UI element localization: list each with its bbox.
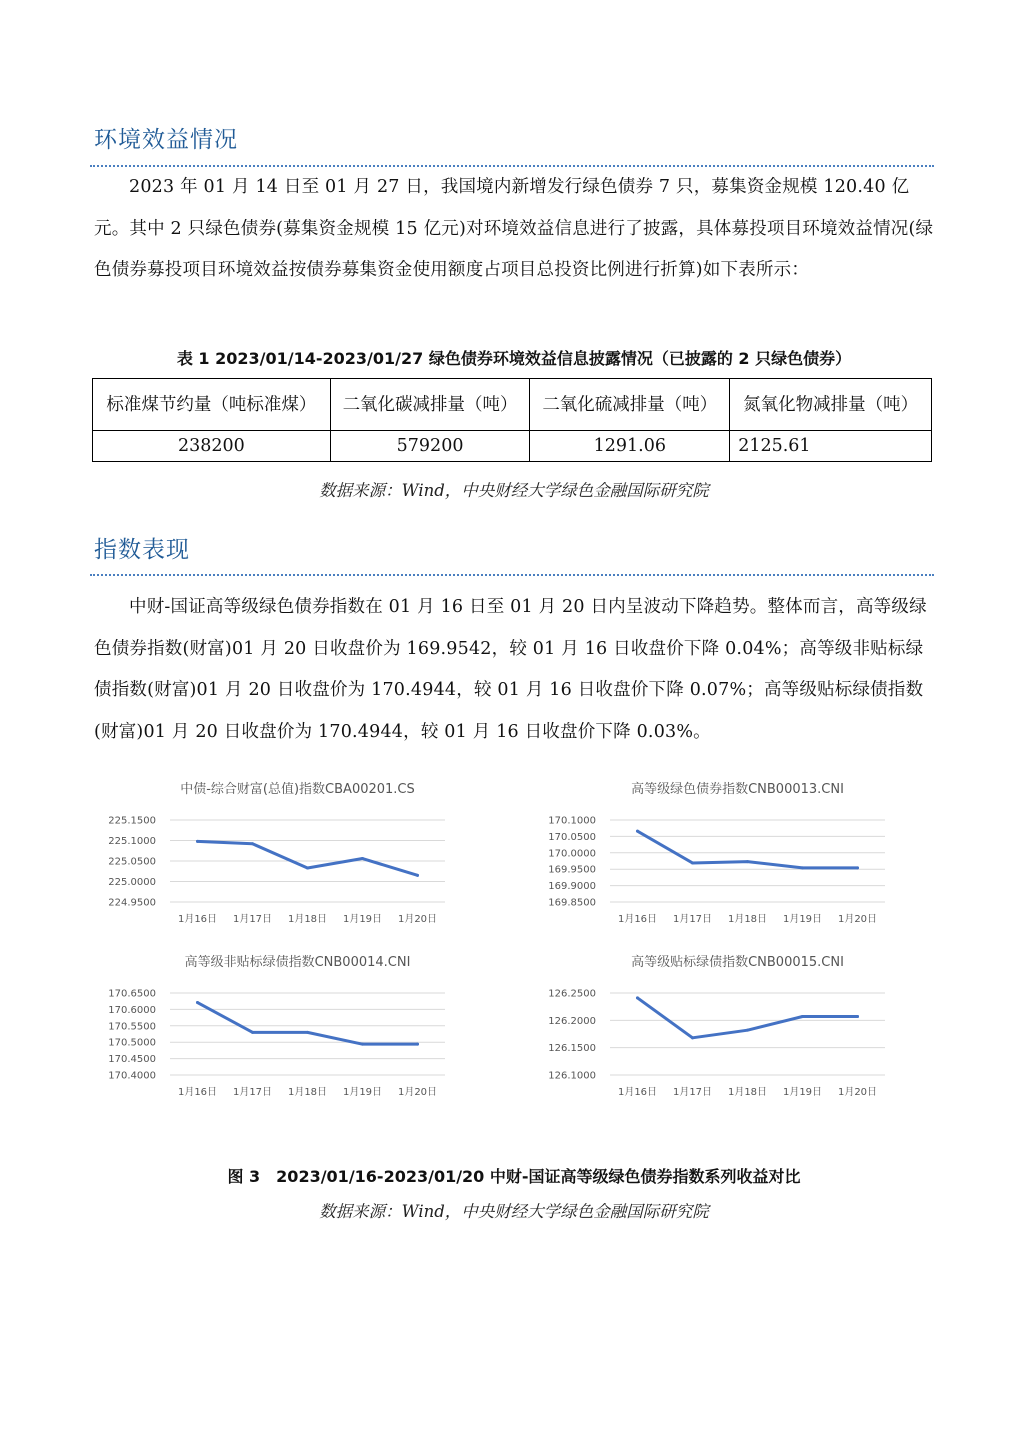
figure-source: 数据来源：Wind，中央财经大学绿色金融国际研究院 [319,1202,709,1221]
y-tick-label: 170.4000 [108,1070,156,1082]
chart-cnb00013 [540,772,900,937]
y-tick-label: 225.0500 [108,856,156,868]
table-row [93,431,932,462]
data-point [306,866,309,869]
section-title-index: 指数表现 [94,537,190,563]
y-tick-label: 170.6500 [108,988,156,1000]
y-tick-label: 170.4500 [108,1054,156,1066]
x-tick-label: 1月19日 [342,1087,383,1098]
x-tick-label: 1月16日 [617,1087,658,1098]
chart-cnb00014-svg [100,945,460,1110]
chart-cnb00015 [540,945,900,1110]
table-cell-coal: 238200 [93,431,331,462]
data-point [416,1043,419,1046]
data-point [691,861,694,864]
y-tick-label: 126.1000 [548,1070,596,1082]
index-paragraph-text: 中财-国证高等级绿色债券指数在 01 月 16 日至 01 月 20 日内呈波动下降趋势。整体而言，高等级绿色债券指数(财富)01 月 20 日收盘价为 169.9542，较 01 月 16 日收盘价下降 0.04%；高等级非贴标绿债指数(财富)01 月 20 日收盘价为 170.4944，较 01 月 16 日收盘价下降 0.07%；高等级贴标绿债指数(财富)01 月 20 日收盘价为 170.4944，较 01 月 16 日收盘价下降 0.03%。 [94,597,927,742]
chart-title: 高等级贴标绿债指数CNB00015.CNI [631,955,844,970]
x-tick-label: 1月19日 [342,914,383,925]
x-tick-label: 1月16日 [617,914,658,925]
table-cell-so2: 1291.06 [530,431,730,462]
chart-title: 中债-综合财富(总值)指数CBA00201.CS [180,782,415,797]
x-tick-label: 1月19日 [782,914,823,925]
y-tick-label: 170.0000 [548,848,596,860]
y-tick-label: 170.5000 [108,1037,156,1049]
series-line [198,841,418,875]
data-point [856,1015,859,1018]
data-point [196,1001,199,1004]
y-tick-label: 126.2500 [548,988,596,1000]
table-header-so2: 二氧化硫减排量（吨） [530,379,730,431]
chart-cnb00013-svg [540,772,900,937]
y-tick-label: 225.1500 [108,815,156,827]
environment-benefit-table [92,378,932,462]
data-point [251,1031,254,1034]
data-point [251,842,254,845]
series-line [198,1003,418,1045]
y-tick-label: 126.2000 [548,1015,596,1027]
table-cell-co2: 579200 [330,431,530,462]
table-header-co2: 二氧化碳减排量（吨） [330,379,530,431]
chart-cba00201 [100,772,460,937]
y-tick-label: 170.5500 [108,1021,156,1033]
data-point [361,857,364,860]
x-tick-label: 1月18日 [287,914,328,925]
data-point [801,866,804,869]
table-header-coal: 标准煤节约量（吨标准煤） [93,379,331,431]
environment-paragraph-text: 2023 年 01 月 14 日至 01 月 27 日，我国境内新增发行绿色债券 7 只，募集资金规模 120.40 亿元。其中 2 只绿色债券(募集资金规模 15 亿元)对环境效益信息进行了披露，具体募投项目环境效益情况(绿色债券募投项目环境效益按债券募集资金使用额度占项目总投资比例进行折算)如下表所示： [94,177,934,280]
chart-title: 高等级绿色债券指数CNB00013.CNI [631,782,844,797]
y-tick-label: 170.6000 [108,1004,156,1016]
x-tick-label: 1月17日 [672,1087,713,1098]
x-tick-label: 1月20日 [397,914,438,925]
y-tick-label: 169.8500 [548,897,596,909]
data-point [746,1029,749,1032]
data-point [416,874,419,877]
data-point [361,1043,364,1046]
x-tick-label: 1月17日 [232,1087,273,1098]
table-header-nox: 氮氧化物减排量（吨） [730,379,932,431]
y-tick-label: 225.0000 [108,877,156,888]
x-tick-label: 1月18日 [287,1087,328,1098]
y-tick-label: 170.1000 [548,815,596,827]
data-point [746,860,749,863]
table-caption: 表 1 2023/01/14-2023/01/27 绿色债券环境效益信息披露情况（已披露的 2 只绿色债券） [176,349,852,368]
x-tick-label: 1月17日 [232,914,273,925]
data-point [856,866,859,869]
section-title-environment: 环境效益情况 [94,127,238,153]
x-tick-label: 1月18日 [727,914,768,925]
y-tick-label: 224.9500 [108,897,156,909]
x-tick-label: 1月16日 [177,914,218,925]
x-tick-label: 1月20日 [397,1087,438,1098]
section-divider [90,574,934,576]
y-tick-label: 126.1500 [548,1043,596,1055]
chart-cnb00015-svg [540,945,900,1110]
table-header-row [93,379,932,431]
x-tick-label: 1月16日 [177,1087,218,1098]
data-point [306,1031,309,1034]
series-line [638,998,858,1038]
y-tick-label: 170.0500 [548,831,596,843]
data-point [636,996,639,999]
x-tick-label: 1月17日 [672,914,713,925]
figure-caption: 图 3 2023/01/16-2023/01/20 中财-国证高等级绿色债券指数系列收益对比 [227,1167,801,1186]
data-point [691,1036,694,1039]
x-tick-label: 1月19日 [782,1087,823,1098]
x-tick-label: 1月20日 [837,1087,878,1098]
chart-cba00201-svg [100,772,460,937]
index-paragraph [94,587,934,753]
chart-title: 高等级非贴标绿债指数CNB00014.CNI [184,955,411,970]
chart-cnb00014 [100,945,460,1110]
x-tick-label: 1月18日 [727,1087,768,1098]
y-tick-label: 169.9500 [548,864,596,876]
table-source: 数据来源：Wind，中央财经大学绿色金融国际研究院 [319,481,709,500]
data-point [801,1015,804,1018]
x-tick-label: 1月20日 [837,914,878,925]
environment-paragraph [94,167,934,292]
data-point [196,840,199,843]
table-cell-nox: 2125.61 [730,431,932,462]
y-tick-label: 225.1000 [108,836,156,847]
y-tick-label: 169.9000 [548,881,596,893]
data-point [636,830,639,833]
